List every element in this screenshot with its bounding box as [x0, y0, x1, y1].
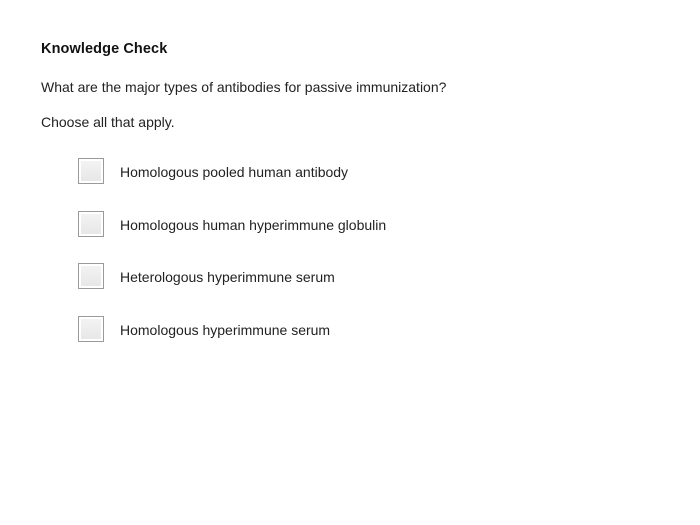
answer-option[interactable]: [78, 263, 638, 316]
option-checkbox[interactable]: [78, 158, 104, 184]
option-label: Homologous pooled human antibody: [120, 164, 349, 180]
answer-option[interactable]: [78, 211, 638, 264]
option-checkbox[interactable]: [78, 316, 104, 342]
answer-option[interactable]: [78, 158, 638, 211]
answer-options-list: [78, 158, 638, 368]
option-label: Homologous hyperimmune serum: [120, 321, 331, 338]
answer-option[interactable]: [78, 316, 638, 369]
option-checkbox[interactable]: [78, 263, 104, 289]
question-text: What are the major types of antibodies for passive immunization?: [41, 79, 447, 95]
option-checkbox[interactable]: [78, 211, 104, 237]
option-label: Heterologous hyperimmune serum: [120, 269, 335, 285]
instruction-text: Choose all that apply.: [41, 114, 175, 130]
option-label: Homologous human hyperimmune globulin: [120, 216, 387, 233]
page-title: Knowledge Check: [41, 41, 168, 57]
